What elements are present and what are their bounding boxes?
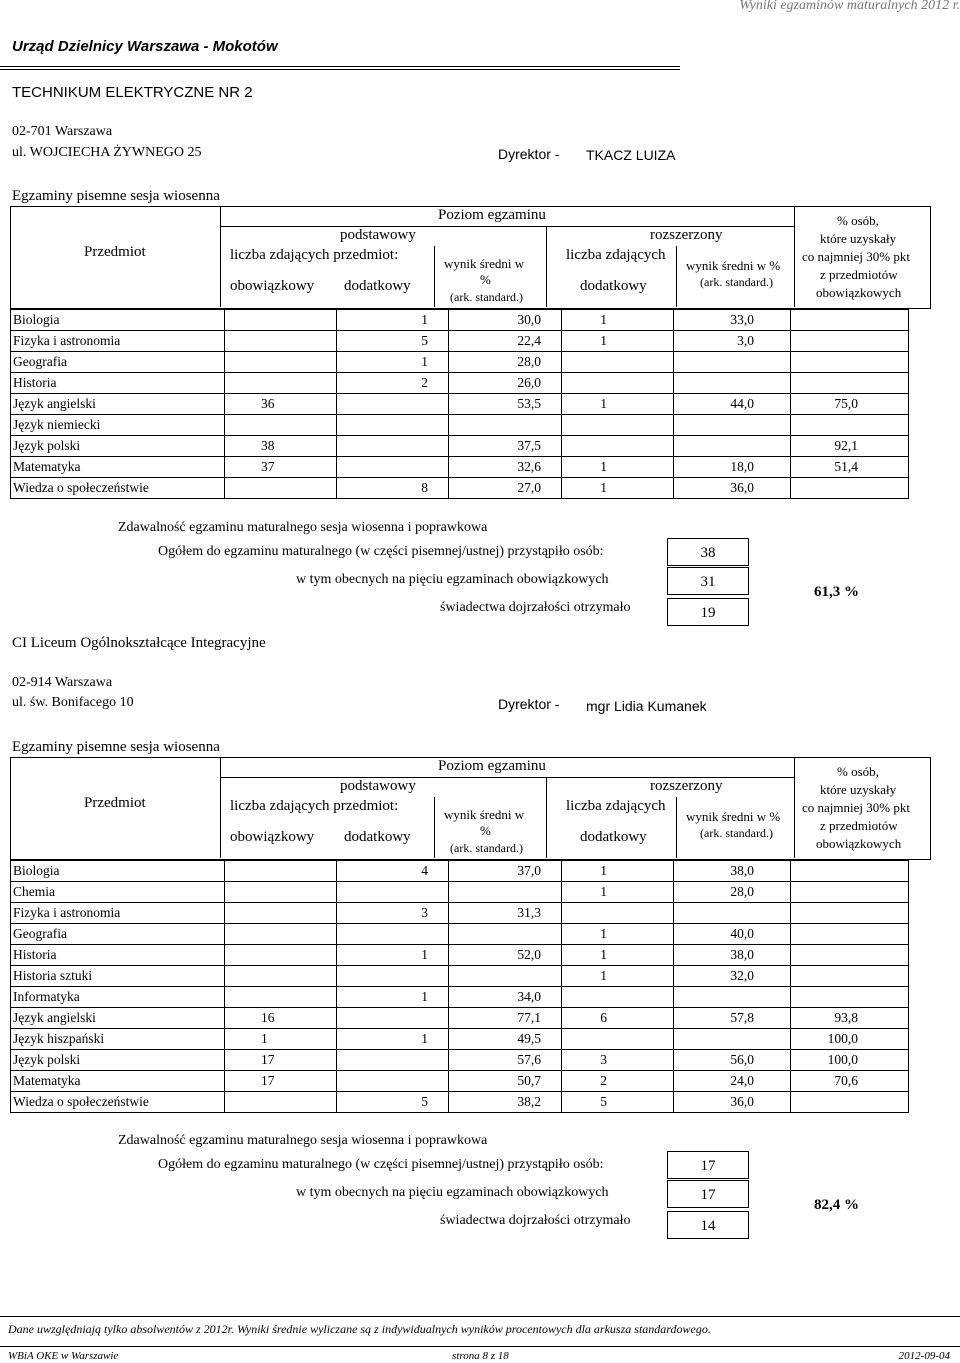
- divider: [0, 69, 680, 70]
- additional-count: 1: [337, 987, 449, 1008]
- basic-average: 27,0: [449, 478, 562, 499]
- mandatory-count: [225, 924, 337, 945]
- certificate-count: 14: [667, 1211, 749, 1239]
- subject-cell: Język angielski: [11, 1008, 225, 1029]
- basic-average: 37,5: [449, 436, 562, 457]
- mandatory-count: [225, 352, 337, 373]
- total-label: Ogółem do egzaminu maturalnego (w części pisemnej/ustnej) przystąpiło osób:: [158, 1157, 604, 1172]
- table-row: [11, 1092, 909, 1113]
- extended-average: [674, 987, 791, 1008]
- mandatory-count: 36: [225, 394, 337, 415]
- pass-percent: 100,0: [791, 1029, 909, 1050]
- basic-average: 37,0: [449, 861, 562, 882]
- extended-count: 5: [562, 1092, 674, 1113]
- extended-count: 2: [562, 1071, 674, 1092]
- basic-average: 77,1: [449, 1008, 562, 1029]
- pass-percent: [791, 903, 909, 924]
- extended-average: 33,0: [674, 310, 791, 331]
- additional-count: [337, 1071, 449, 1092]
- office-name: Urząd Dzielnicy Warszawa - Mokotów: [12, 38, 278, 55]
- table-row: [11, 987, 909, 1008]
- mandatory-count: [225, 373, 337, 394]
- basic-average: 38,2: [449, 1092, 562, 1113]
- pass-percent: 93,8: [791, 1008, 909, 1029]
- basic-average: 50,7: [449, 1071, 562, 1092]
- subject-cell: Biologia: [11, 310, 225, 331]
- table-row: [11, 966, 909, 987]
- table-row: [11, 457, 909, 478]
- table-row: [11, 352, 909, 373]
- mandatory-count: [225, 903, 337, 924]
- extended-count: 1: [562, 394, 674, 415]
- present-label: w tym obecnych na pięciu egzaminach obowiązkowych: [296, 1185, 609, 1200]
- basic-average: 31,3: [449, 903, 562, 924]
- subject-cell: Język angielski: [11, 394, 225, 415]
- present-count: 31: [667, 567, 749, 595]
- subject-cell: Geografia: [11, 352, 225, 373]
- pass-percent: [791, 310, 909, 331]
- mandatory-count: [225, 861, 337, 882]
- basic-average: 52,0: [449, 945, 562, 966]
- additional-count: 3: [337, 903, 449, 924]
- mandatory-count: [225, 331, 337, 352]
- basic-average: 49,5: [449, 1029, 562, 1050]
- subject-cell: Język polski: [11, 1050, 225, 1071]
- additional-count: 2: [337, 373, 449, 394]
- subject-cell: Fizyka i astronomia: [11, 903, 225, 924]
- extended-average: 40,0: [674, 924, 791, 945]
- pass-rate: 61,3 %: [814, 584, 859, 600]
- extended-average: [674, 1029, 791, 1050]
- subject-cell: Język hiszpański: [11, 1029, 225, 1050]
- mandatory-count: 17: [225, 1071, 337, 1092]
- subject-cell: Język niemiecki: [11, 415, 225, 436]
- results-table: [10, 309, 909, 499]
- subject-cell: Historia: [11, 373, 225, 394]
- director-label: Dyrektor -: [498, 146, 560, 162]
- extended-average: 32,0: [674, 966, 791, 987]
- pass-percent: [791, 945, 909, 966]
- pass-percent: [791, 373, 909, 394]
- extended-count: 1: [562, 945, 674, 966]
- footer-divider: [0, 1346, 960, 1347]
- table-row: [11, 436, 909, 457]
- extended-count: [562, 903, 674, 924]
- additional-count: 1: [337, 352, 449, 373]
- additional-count: [337, 457, 449, 478]
- certificate-label: świadectwa dojrzałości otrzymało: [440, 1213, 631, 1228]
- extended-count: [562, 987, 674, 1008]
- table-row: [11, 373, 909, 394]
- extended-average: 44,0: [674, 394, 791, 415]
- mandatory-count: 17: [225, 1050, 337, 1071]
- basic-average: [449, 924, 562, 945]
- additional-count: 4: [337, 861, 449, 882]
- extended-count: [562, 415, 674, 436]
- extended-average: 28,0: [674, 882, 791, 903]
- pass-percent: 75,0: [791, 394, 909, 415]
- additional-count: [337, 436, 449, 457]
- additional-count: 5: [337, 1092, 449, 1113]
- footer-note: Dane uwzględniają tylko absolwentów z 2012r. Wyniki średnie wyliczane są z indywidualnych wyników procentowych dla arkusza standardowego.: [8, 1322, 711, 1336]
- extended-average: 3,0: [674, 331, 791, 352]
- pass-percent: 70,6: [791, 1071, 909, 1092]
- mandatory-count: [225, 966, 337, 987]
- director-label: Dyrektor -: [498, 696, 560, 712]
- subject-cell: Matematyka: [11, 1071, 225, 1092]
- subject-cell: Matematyka: [11, 457, 225, 478]
- table-row: [11, 903, 909, 924]
- subject-cell: Wiedza o społeczeństwie: [11, 478, 225, 499]
- extended-count: [562, 373, 674, 394]
- basic-average: 53,5: [449, 394, 562, 415]
- footer-divider: [0, 1316, 960, 1317]
- director-name: TKACZ LUIZA: [586, 147, 676, 163]
- table-row: [11, 945, 909, 966]
- table-row: [11, 861, 909, 882]
- mandatory-count: 16: [225, 1008, 337, 1029]
- pass-percent: 92,1: [791, 436, 909, 457]
- report-title: Wyniki egzaminów maturalnych 2012 r.: [739, 0, 960, 13]
- additional-count: 1: [337, 945, 449, 966]
- extended-average: 56,0: [674, 1050, 791, 1071]
- pass-percent: [791, 861, 909, 882]
- extended-count: 1: [562, 882, 674, 903]
- total-label: Ogółem do egzaminu maturalnego (w części pisemnej/ustnej) przystąpiło osób:: [158, 544, 604, 559]
- extended-average: [674, 373, 791, 394]
- pass-rate: 82,4 %: [814, 1197, 859, 1213]
- mandatory-count: [225, 478, 337, 499]
- basic-average: 57,6: [449, 1050, 562, 1071]
- basic-average: 34,0: [449, 987, 562, 1008]
- extended-average: 38,0: [674, 945, 791, 966]
- school-street: ul. WOJCIECHA ŻYWNEGO 25: [12, 145, 202, 160]
- pass-percent: [791, 1092, 909, 1113]
- subject-cell: Historia sztuki: [11, 966, 225, 987]
- extended-count: 1: [562, 861, 674, 882]
- additional-count: [337, 1008, 449, 1029]
- basic-average: [449, 966, 562, 987]
- session-title: Egzaminy pisemne sesja wiosenna: [12, 188, 220, 204]
- footer-org: WBiA OKE w Warszawie: [8, 1350, 119, 1362]
- table-row: [11, 1071, 909, 1092]
- table-row: [11, 1050, 909, 1071]
- page-number: strona 8 z 18: [452, 1350, 509, 1362]
- additional-count: 5: [337, 331, 449, 352]
- table-row: [11, 1008, 909, 1029]
- pass-percent: [791, 478, 909, 499]
- subject-cell: Historia: [11, 945, 225, 966]
- session-title: Egzaminy pisemne sesja wiosenna: [12, 739, 220, 755]
- extended-count: 6: [562, 1008, 674, 1029]
- basic-average: 28,0: [449, 352, 562, 373]
- additional-count: [337, 966, 449, 987]
- present-label: w tym obecnych na pięciu egzaminach obowiązkowych: [296, 572, 609, 587]
- subject-cell: Geografia: [11, 924, 225, 945]
- director-name: mgr Lidia Kumanek: [586, 698, 707, 714]
- pass-percent: 100,0: [791, 1050, 909, 1071]
- basic-average: 32,6: [449, 457, 562, 478]
- extended-count: 1: [562, 457, 674, 478]
- additional-count: [337, 394, 449, 415]
- mandatory-count: [225, 415, 337, 436]
- school-street: ul. św. Bonifacego 10: [12, 695, 134, 710]
- mandatory-count: 37: [225, 457, 337, 478]
- table-row: [11, 882, 909, 903]
- total-count: 17: [667, 1151, 749, 1179]
- mandatory-count: [225, 882, 337, 903]
- extended-count: 1: [562, 478, 674, 499]
- pass-rate-title: Zdawalność egzaminu maturalnego sesja wiosenna i poprawkowa: [118, 520, 488, 535]
- extended-count: 1: [562, 331, 674, 352]
- extended-count: 1: [562, 924, 674, 945]
- extended-average: 36,0: [674, 1092, 791, 1113]
- table-row: [11, 310, 909, 331]
- mandatory-count: [225, 310, 337, 331]
- divider: [0, 66, 680, 67]
- subject-cell: Informatyka: [11, 987, 225, 1008]
- table-row: [11, 415, 909, 436]
- mandatory-count: [225, 987, 337, 1008]
- subject-cell: Wiedza o społeczeństwie: [11, 1092, 225, 1113]
- additional-count: [337, 415, 449, 436]
- present-count: 17: [667, 1180, 749, 1208]
- table-row: [11, 394, 909, 415]
- table-row: [11, 1029, 909, 1050]
- extended-count: 3: [562, 1050, 674, 1071]
- extended-count: 1: [562, 310, 674, 331]
- pass-percent: [791, 352, 909, 373]
- table-row: [11, 924, 909, 945]
- subject-cell: Fizyka i astronomia: [11, 331, 225, 352]
- certificate-label: świadectwa dojrzałości otrzymało: [440, 600, 631, 615]
- extended-average: 18,0: [674, 457, 791, 478]
- extended-count: [562, 352, 674, 373]
- extended-average: [674, 903, 791, 924]
- mandatory-count: 38: [225, 436, 337, 457]
- additional-count: 8: [337, 478, 449, 499]
- pass-percent: 51,4: [791, 457, 909, 478]
- pass-percent: [791, 924, 909, 945]
- basic-average: [449, 882, 562, 903]
- extended-count: [562, 436, 674, 457]
- extended-average: 36,0: [674, 478, 791, 499]
- basic-average: [449, 415, 562, 436]
- additional-count: [337, 1050, 449, 1071]
- total-count: 38: [667, 538, 749, 566]
- basic-average: 26,0: [449, 373, 562, 394]
- footer-date: 2012-09-04: [898, 1350, 950, 1362]
- school-postal: 02-701 Warszawa: [12, 124, 113, 139]
- basic-average: 22,4: [449, 331, 562, 352]
- basic-average: 30,0: [449, 310, 562, 331]
- extended-count: 1: [562, 966, 674, 987]
- certificate-count: 19: [667, 598, 749, 626]
- pass-percent: [791, 966, 909, 987]
- additional-count: [337, 924, 449, 945]
- extended-average: [674, 415, 791, 436]
- extended-average: [674, 436, 791, 457]
- school-name: CI Liceum Ogólnokształcące Integracyjne: [12, 635, 266, 651]
- school-postal: 02-914 Warszawa: [12, 675, 113, 690]
- pass-percent: [791, 987, 909, 1008]
- additional-count: 1: [337, 1029, 449, 1050]
- extended-average: 38,0: [674, 861, 791, 882]
- additional-count: [337, 882, 449, 903]
- extended-average: [674, 352, 791, 373]
- extended-average: 24,0: [674, 1071, 791, 1092]
- additional-count: 1: [337, 310, 449, 331]
- pass-percent: [791, 882, 909, 903]
- subject-cell: Język polski: [11, 436, 225, 457]
- school-name: TECHNIKUM ELEKTRYCZNE NR 2: [12, 84, 253, 101]
- mandatory-count: [225, 945, 337, 966]
- mandatory-count: 1: [225, 1029, 337, 1050]
- subject-cell: Chemia: [11, 882, 225, 903]
- pass-rate-title: Zdawalność egzaminu maturalnego sesja wiosenna i poprawkowa: [118, 1133, 488, 1148]
- results-table: [10, 860, 909, 1113]
- pass-percent: [791, 331, 909, 352]
- table-row: [11, 478, 909, 499]
- extended-count: [562, 1029, 674, 1050]
- subject-cell: Biologia: [11, 861, 225, 882]
- mandatory-count: [225, 1092, 337, 1113]
- pass-percent: [791, 415, 909, 436]
- table-row: [11, 331, 909, 352]
- extended-average: 57,8: [674, 1008, 791, 1029]
